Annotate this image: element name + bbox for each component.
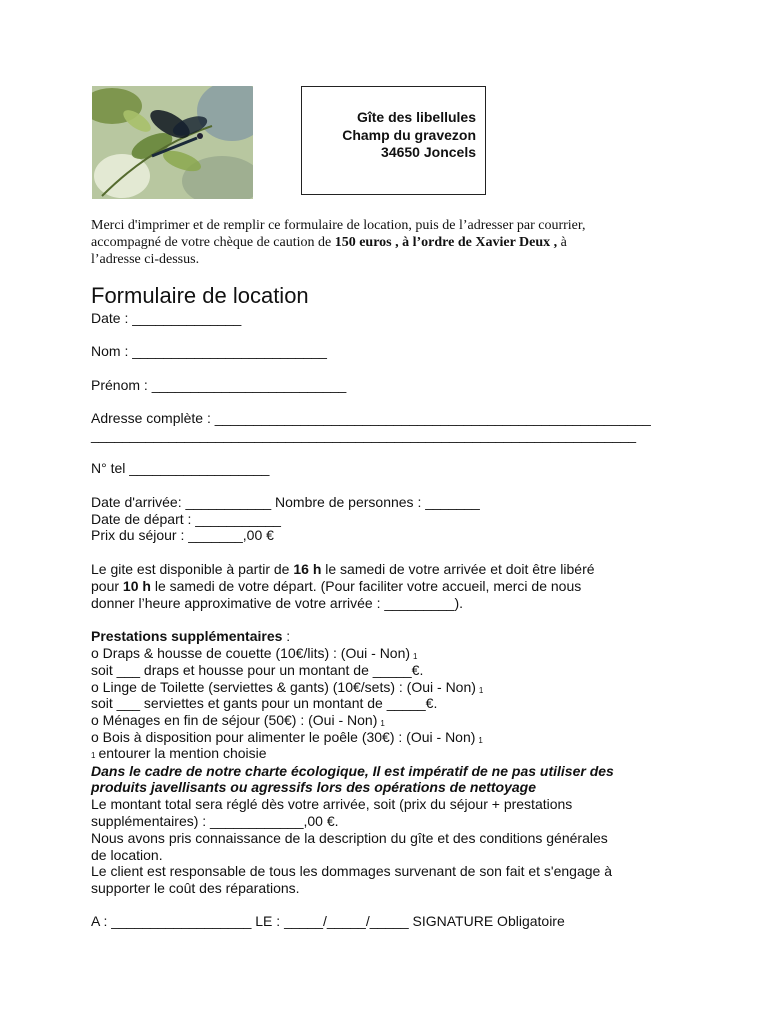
option-bois-label: o Bois à disposition pour alimenter le poêle (30€) : (Oui - Non) — [91, 729, 476, 745]
dispo-text: le samedi de votre arrivée et doit être libéré — [321, 561, 595, 577]
page-title: Formulaire de location — [91, 283, 309, 308]
address-line-city: 34650 Joncels — [381, 144, 476, 160]
date-field[interactable]: Date : ______________ — [91, 310, 242, 326]
option-draps[interactable] — [91, 645, 418, 661]
dispo-line-3[interactable]: donner l’heure approximative de votre arrivée : _________). — [91, 595, 464, 611]
nom-field[interactable]: Nom : _________________________ — [91, 343, 327, 359]
option-menage-label: o Ménages en fin de séjour (50€) : (Oui - Non) — [91, 712, 378, 728]
arrivee-field[interactable]: Date d'arrivée: ___________ Nombre de personnes : _______ — [91, 494, 480, 510]
footnote-mark: 1 — [478, 686, 484, 695]
depart-field[interactable]: Date de départ : ___________ — [91, 511, 281, 527]
dispo-text: le samedi de votre départ. (Pour faciliter votre accueil, merci de nous — [150, 578, 582, 594]
address-line-name: Gîte des libellules — [356, 109, 476, 125]
option-menage[interactable] — [91, 712, 385, 728]
draps-quantity[interactable]: soit ___ draps et housse pour un montant de _____€. — [91, 662, 424, 678]
option-linge[interactable] — [91, 679, 483, 695]
option-linge-label: o Linge de Toilette (serviettes & gants) (10€/sets) : (Oui - Non) — [91, 679, 476, 695]
connaissance-line-2: de location. — [91, 847, 163, 863]
montant-line-1: Le montant total sera réglé dès votre arrivée, soit (prix du séjour + prestations — [91, 796, 573, 812]
linge-quantity[interactable]: soit ___ serviettes et gants pour un montant de _____€. — [91, 695, 438, 711]
responsable-line-1: Le client est responsable de tous les dommages survenant de son fait et s'engage à — [91, 863, 613, 879]
prix-field[interactable]: Prix du séjour : _______,00 € — [91, 527, 274, 543]
intro-deposit: 150 euros , à l’ordre de Xavier Deux , — [334, 235, 558, 250]
dragonfly-photo — [92, 86, 253, 199]
option-draps-label: o Draps & housse de couette (10€/lits) : (Oui - Non) — [91, 645, 411, 661]
intro-line-2 — [91, 235, 567, 251]
intro-text-end: à — [557, 235, 567, 250]
footnote-mark: 1 — [380, 719, 385, 728]
dispo-line-1 — [91, 561, 595, 577]
charte-line-2: produits javellisants ou agressifs lors des opérations de nettoyage — [91, 779, 537, 795]
signature-line[interactable]: A : __________________ LE : _____/_____/_____ SIGNATURE Obligatoire — [91, 913, 565, 929]
footnote-mark: 1 — [478, 736, 483, 745]
dispo-text: Le gite est disponible à partir de — [91, 561, 294, 577]
dispo-line-2 — [91, 578, 581, 594]
prestations-heading — [91, 628, 290, 644]
footnote-mark: 1 — [91, 751, 96, 760]
footnote-text: entourer la mention choisie — [98, 745, 267, 761]
tel-field[interactable]: N° tel __________________ — [91, 460, 270, 476]
address-box — [301, 86, 486, 195]
departure-hour: 10 h — [122, 578, 151, 594]
footnote-mark: 1 — [413, 652, 418, 661]
charte-line-1: Dans le cadre de notre charte écologique, Il est impératif de ne pas utiliser des — [91, 763, 614, 779]
prestations-title: Prestations supplémentaires — [91, 628, 283, 644]
option-bois[interactable] — [91, 729, 483, 745]
connaissance-line-1: Nous avons pris connaissance de la description du gîte et des conditions générales — [91, 830, 608, 846]
prenom-field[interactable]: Prénom : _________________________ — [91, 377, 347, 393]
prestations-colon: : — [282, 628, 291, 644]
address-line-street: Champ du gravezon — [342, 127, 476, 143]
responsable-line-2: supporter le coût des réparations. — [91, 880, 300, 896]
montant-line-2[interactable]: supplémentaires) : ____________,00 €. — [91, 813, 339, 829]
intro-text: accompagné de votre chèque de caution de — [91, 235, 335, 250]
intro-line-3: l’adresse ci-dessus. — [91, 252, 200, 267]
dragonfly-image — [92, 86, 253, 199]
dispo-text: pour — [91, 578, 123, 594]
intro-line-1: Merci d'imprimer et de remplir ce formulaire de location, puis de l’adresser par courrier, — [91, 218, 586, 233]
footnote — [91, 745, 267, 761]
arrival-hour: 16 h — [293, 561, 322, 577]
adresse-field[interactable]: Adresse complète : ________________________________________________________ — [91, 410, 651, 426]
adresse-field-line-2[interactable]: ______________________________________________________________________ — [91, 427, 637, 443]
